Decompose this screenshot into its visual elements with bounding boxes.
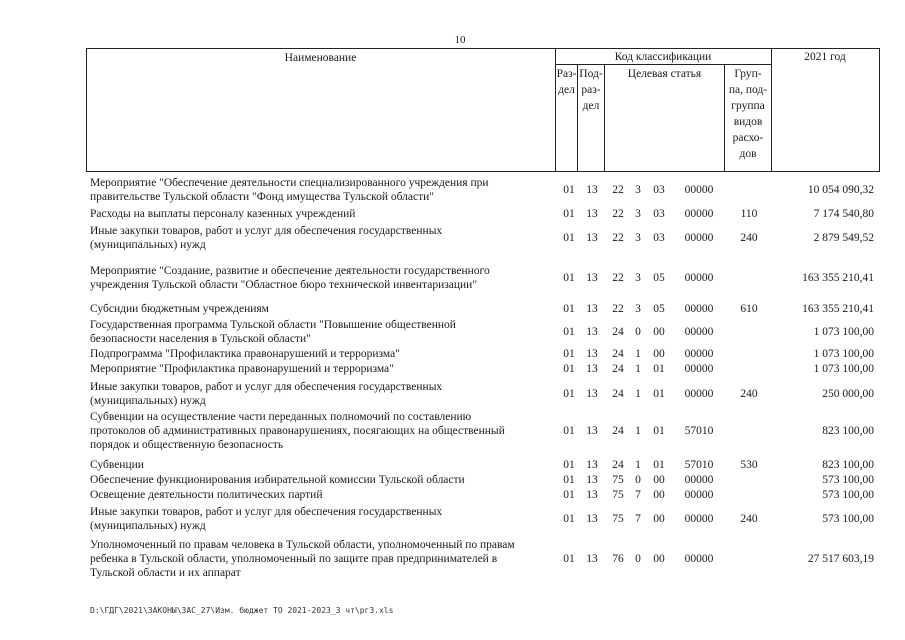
row-code-p: 13 <box>586 326 598 338</box>
row-sum: 7 174 540,80 <box>813 208 874 220</box>
row-code-r: 01 <box>563 459 575 471</box>
table-row <box>88 505 878 533</box>
row-code-d: 00000 <box>684 388 714 400</box>
row-name: Субвенции на осуществление части переданных полномочий по составлению протоколов об административных правонарушениях, посягающих на общественный порядок и общественную безопасность <box>90 411 505 451</box>
row-code-r: 01 <box>563 348 575 360</box>
row-name: Иные закупки товаров, работ и услуг для обеспечения государственных (муниципальных) нужд <box>90 381 443 407</box>
table-row <box>88 318 878 346</box>
row-sum: 27 517 603,19 <box>807 553 874 565</box>
table-row <box>88 207 878 221</box>
table-row <box>88 362 878 376</box>
row-name: Расходы на выплаты персоналу казенных учреждений <box>90 208 356 220</box>
row-code-p: 13 <box>586 489 598 501</box>
row-sum: 823 100,00 <box>822 459 874 471</box>
row-code-b: 3 <box>635 272 641 284</box>
row-code-a: 22 <box>612 303 624 315</box>
row-code-a: 22 <box>612 232 624 244</box>
row-code-p: 13 <box>586 553 598 565</box>
row-name: Субвенции <box>90 459 144 471</box>
row-code-a: 76 <box>612 553 624 565</box>
row-code-b: 1 <box>635 363 641 375</box>
row-code-p: 13 <box>586 425 598 437</box>
table-row <box>88 538 878 580</box>
row-code-r: 01 <box>563 513 575 525</box>
table-row <box>88 410 878 452</box>
row-code-p: 13 <box>586 272 598 284</box>
row-code-a: 22 <box>612 208 624 220</box>
row-name: Иные закупки товаров, работ и услуг для обеспечения государственных (муниципальных) нужд <box>90 225 443 251</box>
row-code-r: 01 <box>563 184 575 196</box>
row-code-r: 01 <box>563 553 575 565</box>
row-name: Освещение деятельности политических партий <box>90 489 323 501</box>
row-code-r: 01 <box>563 303 575 315</box>
row-code-p: 13 <box>586 363 598 375</box>
table-row <box>88 302 878 316</box>
row-code-b: 1 <box>635 348 641 360</box>
row-code-a: 24 <box>612 326 624 338</box>
row-code-v: 110 <box>740 208 758 220</box>
row-code-r: 01 <box>563 208 575 220</box>
row-code-d: 00000 <box>684 303 714 315</box>
header-year: 2021 год <box>804 51 846 63</box>
row-code-p: 13 <box>586 303 598 315</box>
row-code-a: 22 <box>612 272 624 284</box>
row-code-d: 00000 <box>684 184 714 196</box>
row-sum: 250 000,00 <box>822 388 874 400</box>
header-podrazdel: Под- раз- дел <box>579 68 603 112</box>
row-name: Государственная программа Тульской области "Повышение общественной безопасности населения в Тульской области" <box>90 319 456 345</box>
row-code-a: 24 <box>612 459 624 471</box>
row-code-c: 03 <box>653 184 665 196</box>
row-code-r: 01 <box>563 474 575 486</box>
row-code-b: 1 <box>635 425 641 437</box>
row-code-v: 610 <box>740 303 758 315</box>
row-code-c: 00 <box>653 513 665 525</box>
row-sum: 1 073 100,00 <box>813 326 874 338</box>
row-sum: 1 073 100,00 <box>813 363 874 375</box>
row-code-a: 22 <box>612 184 624 196</box>
row-code-c: 01 <box>653 459 665 471</box>
row-code-p: 13 <box>586 348 598 360</box>
row-code-p: 13 <box>586 459 598 471</box>
row-code-r: 01 <box>563 232 575 244</box>
row-name: Субсидии бюджетным учреждениям <box>90 303 269 315</box>
row-code-c: 05 <box>653 272 665 284</box>
row-name: Подпрограмма "Профилактика правонарушений и терроризма" <box>90 348 400 360</box>
row-code-b: 3 <box>635 184 641 196</box>
row-name: Мероприятие "Обеспечение деятельности специализированного учреждения при правительстве Тульской области "Фонд имущества Тульской области" <box>90 177 489 203</box>
row-code-d: 00000 <box>684 363 714 375</box>
table-row <box>88 224 878 252</box>
row-code-c: 01 <box>653 425 665 437</box>
row-sum: 573 100,00 <box>822 513 874 525</box>
page-number: 10 <box>454 34 466 46</box>
row-code-a: 24 <box>612 363 624 375</box>
row-name: Мероприятие "Создание, развитие и обеспечение деятельности государственного учреждения Тульской области "Областное бюро технической инвентаризации" <box>90 265 490 291</box>
row-code-a: 75 <box>612 489 624 501</box>
row-code-p: 13 <box>586 232 598 244</box>
row-code-c: 00 <box>653 348 665 360</box>
row-code-a: 75 <box>612 474 624 486</box>
row-name: Уполномоченный по правам человека в Тульской области, уполномоченный по правам ребенка в Тульской области, уполномоченный по защите прав предпринимателей в Тульской области и их аппарат <box>90 539 515 579</box>
table-row <box>88 347 878 361</box>
table-row <box>88 458 878 472</box>
row-code-b: 3 <box>635 303 641 315</box>
row-code-v: 530 <box>740 459 758 471</box>
row-name: Мероприятие "Профилактика правонарушений и терроризма" <box>90 363 394 375</box>
row-name: Иные закупки товаров, работ и услуг для обеспечения государственных (муниципальных) нужд <box>90 506 443 532</box>
row-code-b: 1 <box>635 388 641 400</box>
row-code-d: 57010 <box>684 425 714 437</box>
row-code-d: 00000 <box>684 474 714 486</box>
file-path: D:\ГДГ\2021\ЗАКОНЫ\ЗАС_27\Изм. бюджет ТО 2021-2023_3 чт\рг3.xls <box>90 606 394 615</box>
row-sum: 823 100,00 <box>822 425 874 437</box>
row-code-d: 57010 <box>684 459 714 471</box>
row-code-b: 0 <box>635 474 641 486</box>
row-code-r: 01 <box>563 489 575 501</box>
row-code-b: 7 <box>635 489 641 501</box>
row-code-b: 1 <box>635 459 641 471</box>
table-row <box>88 176 878 204</box>
row-code-c: 03 <box>653 232 665 244</box>
row-code-d: 00000 <box>684 326 714 338</box>
row-sum: 10 054 090,32 <box>807 184 874 196</box>
row-code-b: 3 <box>635 208 641 220</box>
row-code-c: 00 <box>653 489 665 501</box>
row-code-a: 24 <box>612 348 624 360</box>
row-code-d: 00000 <box>684 553 714 565</box>
row-code-a: 24 <box>612 388 624 400</box>
row-code-c: 01 <box>653 388 665 400</box>
table-row <box>88 488 878 502</box>
row-code-a: 24 <box>612 425 624 437</box>
row-code-b: 0 <box>635 553 641 565</box>
row-code-p: 13 <box>586 388 598 400</box>
row-code-p: 13 <box>586 184 598 196</box>
row-code-c: 01 <box>653 363 665 375</box>
header-target: Целевая статья <box>627 68 702 80</box>
row-code-d: 00000 <box>684 208 714 220</box>
row-sum: 1 073 100,00 <box>813 348 874 360</box>
row-code-r: 01 <box>563 388 575 400</box>
row-code-v: 240 <box>740 388 758 400</box>
row-name: Обеспечение функционирования избирательной комиссии Тульской области <box>90 474 465 486</box>
header-group: Груп- па, под- группа видов расхо- дов <box>728 68 768 160</box>
row-code-r: 01 <box>563 272 575 284</box>
row-code-d: 00000 <box>684 348 714 360</box>
row-code-b: 0 <box>635 326 641 338</box>
row-code-d: 00000 <box>684 489 714 501</box>
row-sum: 163 355 210,41 <box>802 272 874 284</box>
table-row <box>88 264 878 292</box>
table-row <box>88 380 878 408</box>
row-code-c: 05 <box>653 303 665 315</box>
row-code-r: 01 <box>563 363 575 375</box>
header-razdel: Раз- дел <box>556 68 577 96</box>
row-code-d: 00000 <box>684 272 714 284</box>
row-code-c: 00 <box>653 553 665 565</box>
row-code-d: 00000 <box>684 232 714 244</box>
row-code-c: 00 <box>653 326 665 338</box>
header-name: Наименование <box>284 52 357 64</box>
row-code-r: 01 <box>563 425 575 437</box>
row-code-a: 75 <box>612 513 624 525</box>
row-code-v: 240 <box>740 232 758 244</box>
row-code-b: 7 <box>635 513 641 525</box>
row-sum: 573 100,00 <box>822 489 874 501</box>
row-code-p: 13 <box>586 513 598 525</box>
row-code-d: 00000 <box>684 513 714 525</box>
row-code-b: 3 <box>635 232 641 244</box>
row-sum: 573 100,00 <box>822 474 874 486</box>
table-row <box>88 473 878 487</box>
row-code-c: 03 <box>653 208 665 220</box>
row-code-p: 13 <box>586 208 598 220</box>
row-code-v: 240 <box>740 513 758 525</box>
row-code-r: 01 <box>563 326 575 338</box>
row-code-p: 13 <box>586 474 598 486</box>
row-sum: 2 879 549,52 <box>813 232 874 244</box>
row-code-c: 00 <box>653 474 665 486</box>
row-sum: 163 355 210,41 <box>802 303 874 315</box>
header-code-group: Код классификации <box>614 51 712 63</box>
